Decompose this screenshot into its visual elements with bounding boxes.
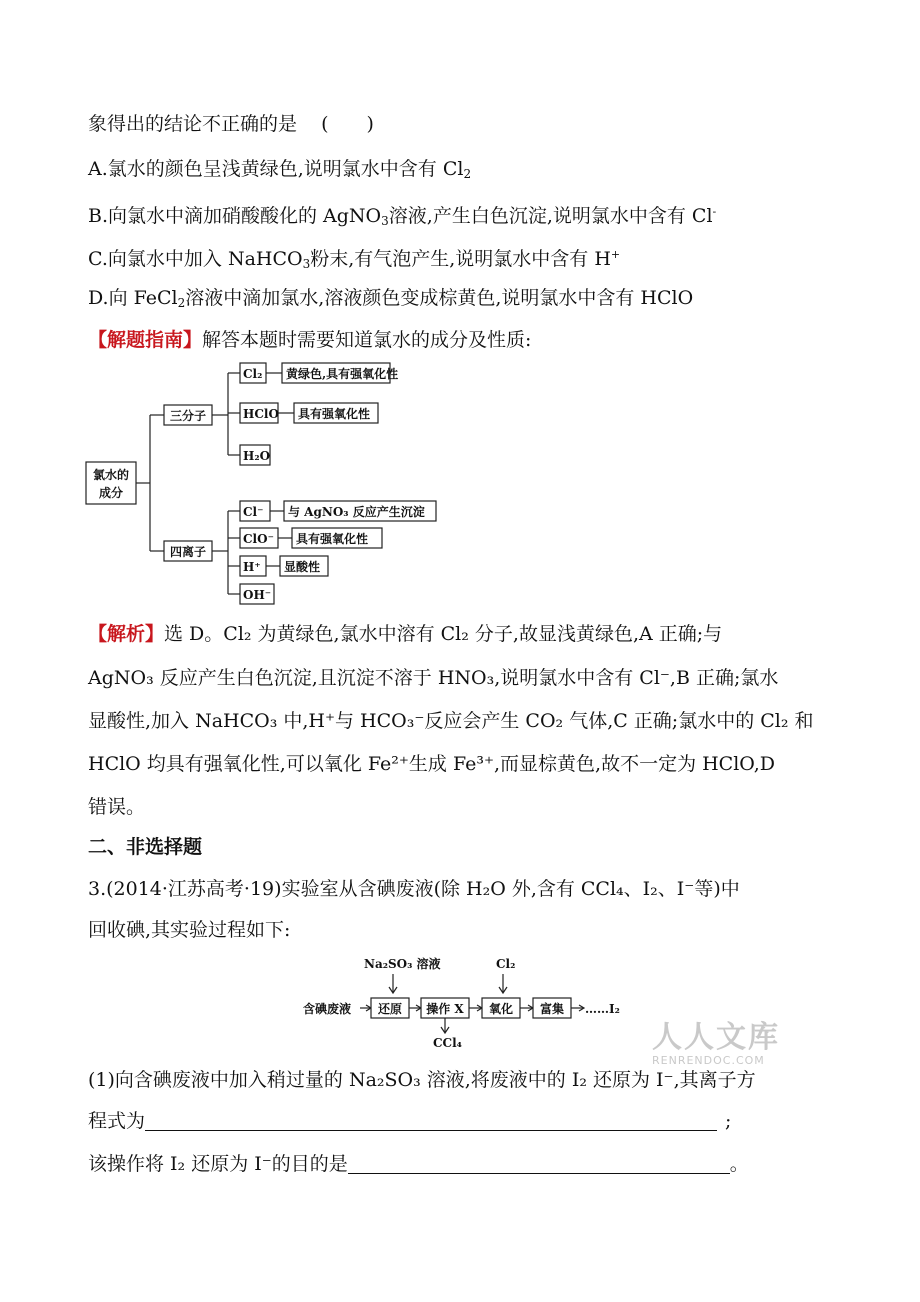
iodine-process-diagram [300,952,640,1052]
end-label: ……I₂ [585,1002,620,1016]
option-b-text: B.向氯水中滴加硝酸酸化的 AgNO [88,205,382,227]
molecule-hclo-desc: 具有强氧化性 [298,407,371,421]
option-d-sub: 2 [177,296,186,310]
step-operation-x: 操作 X [426,1002,464,1016]
ion-cl: Cl⁻ [243,505,264,519]
byproduct-ccl4: CCl₄ [433,1036,462,1050]
sub1-line-1: (1)向含碘废液中加入稍过量的 Na₂SO₃ 溶液,将废液中的 I₂ 还原为 I⁻,其离子方 [88,1069,756,1091]
option-a [88,155,471,188]
molecule-hclo: HClO [243,407,279,421]
analysis-text-1: 选 D。Cl₂ 为黄绿色,氯水中溶有 Cl₂ 分子,故显浅黄绿色,A 正确;与 [164,623,723,645]
analysis-line-5: 错误。 [88,796,146,818]
option-a-sub: 2 [463,167,472,181]
analysis-line-3: 显酸性,加入 NaHCO₃ 中,H⁺与 HCO₃⁻反应会产生 CO₂ 气体,C 正确;氯水中的 Cl₂ 和 [88,710,814,732]
answer-blank-equation[interactable] [145,1110,717,1131]
step-enrich: 富集 [539,1002,565,1016]
reagent-cl2: Cl₂ [496,957,516,971]
ion-oh: OH⁻ [243,588,272,602]
analysis-line-4: HClO 均具有强氧化性,可以氧化 Fe²⁺生成 Fe³⁺,而显棕黄色,故不一定为 HClO,D [88,753,776,775]
chlorine-water-diagram [80,358,460,608]
branch-ions: 四离子 [169,545,207,559]
root-label-2: 成分 [98,486,124,500]
sub1-prompt-2: 该操作将 I₂ 还原为 I⁻的目的是 [88,1153,348,1175]
analysis-line-2: AgNO₃ 反应产生白色沉淀,且沉淀不溶于 HNO₃,说明氯水中含有 Cl⁻,B 正确;氯水 [88,667,779,689]
question-text: 象得出的结论不正确的是 [88,113,298,135]
sub1-line-2 [88,1107,731,1135]
step-reduce: 还原 [377,1002,403,1016]
guide-line [88,326,531,354]
answer-blank-purpose[interactable] [348,1153,730,1174]
option-c-sup: + [610,248,621,261]
option-c-sub: 3 [302,257,311,271]
molecule-cl2-desc: 黄绿色,具有强氧化性 [286,367,399,381]
analysis-line-1 [88,620,722,648]
sub1-period: 。 [729,1153,749,1175]
option-c [88,241,620,278]
ion-clo-desc: 具有强氧化性 [296,532,369,546]
start-label: 含碘废液 [303,1002,352,1016]
option-c-text2: 粉末,有气泡产生,说明氯水中含有 H [310,248,611,270]
question-line [88,110,374,138]
ion-cl-desc: 与 AgNO₃ 反应产生沉淀 [288,505,425,519]
section-title: 二、非选择题 [88,836,203,858]
sub1-semicolon: ; [725,1110,732,1132]
molecule-cl2: Cl₂ [243,367,263,381]
watermark-url: RENRENDOC.COM [652,1054,765,1067]
option-b-sup: - [712,205,717,218]
option-d-text: D.向 FeCl [88,287,178,309]
molecule-h2o: H₂O [243,449,271,463]
option-d-text2: 溶液中滴加氯水,溶液颜色变成棕黄色,说明氯水中含有 HClO [185,287,694,309]
option-b-text2: 溶液,产生白色沉淀,说明氯水中含有 Cl [388,205,713,227]
q3-line-2: 回收碘,其实验过程如下: [88,919,291,941]
option-b [88,198,716,235]
guide-text: 解答本题时需要知道氯水的成分及性质: [202,329,532,351]
reagent-na2so3: Na₂SO₃ 溶液 [364,957,441,971]
watermark-logo: 人人文库 [652,1020,780,1055]
ion-h-desc: 显酸性 [284,560,321,574]
analysis-label: 【解析】 [88,623,165,645]
sub1-line-3 [88,1150,749,1178]
guide-label: 【解题指南】 [88,329,203,351]
branch-molecules: 三分子 [169,409,207,423]
step-oxidize: 氧化 [488,1002,514,1016]
option-a-text: A.氯水的颜色呈浅黄绿色,说明氯水中含有 Cl [88,158,464,180]
answer-paren: ( ) [321,113,374,135]
root-label-1: 氯水的 [92,468,130,482]
option-c-text: C.向氯水中加入 NaHCO [88,248,303,270]
ion-h: H⁺ [243,560,261,574]
option-d [88,284,693,317]
sub1-prompt-1: 程式为 [88,1110,146,1132]
q3-line-1: 3.(2014·江苏高考·19)实验室从含碘废液(除 H₂O 外,含有 CCl₄、I₂、I⁻等)中 [88,878,740,900]
option-b-sub: 3 [381,214,389,228]
watermark [652,1012,780,1067]
ion-clo: ClO⁻ [243,532,274,546]
